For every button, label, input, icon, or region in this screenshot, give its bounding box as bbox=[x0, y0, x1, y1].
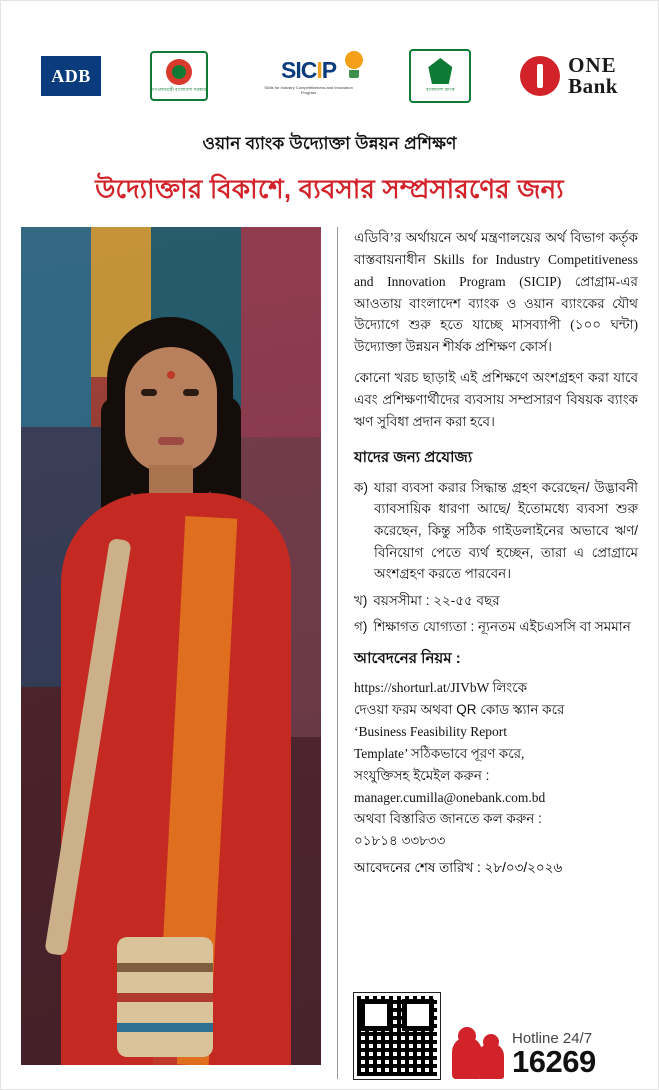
hotline-block bbox=[452, 1031, 596, 1079]
list-item-text: শিক্ষাগত যোগ্যতা : ন্যূনতম এইচএসসি বা সমমান bbox=[373, 619, 631, 635]
eligibility-heading: যাদের জন্য প্রযোজ্য bbox=[354, 448, 473, 466]
list-item bbox=[354, 590, 638, 612]
govt-emblem-icon bbox=[166, 59, 192, 85]
application-deadline: আবেদনের শেষ তারিখ : ২৮/০৩/২০২৬ bbox=[354, 860, 563, 876]
onebank-logo-line1: ONE bbox=[568, 53, 617, 77]
apply-instructions bbox=[354, 678, 638, 853]
list-item-text: যারা ব্যবসা করার সিদ্ধান্ত গ্রহণ করেছেন/ উদ্ভাবনী ব্যাবসায়িক ধারণা আছে/ ইতোমধ্যে ব্যবসা শুরু করেছেন, কিন্তু সঠিক গাইডলাইনের অভাবে ঋণ/বিনিয়োগ পেতে ব্যর্থ হচ্ছেন, তারা এ প্রোগ্রামে অংশগ্রহণ করতে পারবেন। bbox=[373, 479, 638, 582]
lightbulb-icon bbox=[343, 51, 365, 81]
paragraph-free-training: কোনো খরচ ছাড়াই এই প্রশিক্ষণে অংশগ্রহণ করা যাবে এবং প্রশিক্ষণার্থীদের ব্যবসায় সম্প্রসারণ বিষয়ক ব্যাংক ঋণ সুবিধা প্রদান করা হবে। bbox=[354, 370, 638, 429]
list-item-marker: খ) bbox=[354, 592, 368, 608]
onebank-logo bbox=[520, 55, 618, 97]
customer-support-icon bbox=[452, 1031, 504, 1079]
bangladesh-govt-logo bbox=[150, 51, 208, 101]
apply-line-email-note: সংযুক্তিসহ ইমেইল করুন : bbox=[354, 767, 490, 783]
bangladesh-bank-logo bbox=[409, 49, 471, 103]
onebank-mark-icon bbox=[520, 56, 560, 96]
sicip-logo-subtitle: Skills for Industry Competitiveness and Innovation Program bbox=[264, 84, 353, 95]
adb-logo bbox=[41, 56, 101, 96]
photo-column bbox=[21, 227, 321, 1079]
apply-line-form: দেওয়া ফরম অথবা QR কোড স্ক্যান করে bbox=[354, 701, 565, 717]
sicip-logo bbox=[257, 49, 361, 103]
headline-zone bbox=[1, 127, 658, 227]
apply-line-email-address[interactable]: manager.cumilla@onebank.com.bd bbox=[354, 789, 546, 805]
photo-subject bbox=[21, 287, 321, 1065]
hotline-label: Hotline 24/7 bbox=[512, 1029, 593, 1047]
apply-line-template-1: ‘Business Feasibility Report bbox=[354, 723, 507, 739]
apply-line-phone[interactable]: ০১৮১৪ ৩৩৮৩৩ bbox=[354, 833, 446, 849]
paragraph-program-intro: এডিবি’র অর্থায়নে অর্থ মন্ত্রণালয়ের অর্থ বিভাগ কর্তৃক বাস্তবায়নাধীন Skills for Industry Competitiveness and Innovation Program (SICIP) প্রোগ্রাম-এর আওতায় বাংলাদেশ ব্যাংক ও ওয়ান ব্যাংকের যৌথ উদ্যোগে শুরু হতে যাচ্ছে মাসব্যাপী (১০০ ঘন্টা) উদ্যোক্তা উন্নয়ন শীর্ষক প্রশিক্ষণ কোর্স। bbox=[354, 230, 638, 355]
list-item-marker: ক) bbox=[354, 479, 368, 495]
govt-logo-badge bbox=[150, 51, 208, 101]
qr-code-icon[interactable] bbox=[354, 993, 440, 1079]
apply-line-template-2: Template’ সঠিকভাবে পূরণ করে, bbox=[354, 745, 525, 761]
bangladesh-bank-caption: বাংলাদেশ ব্যাংক bbox=[425, 87, 455, 92]
entrepreneur-photo bbox=[21, 227, 321, 1065]
list-item bbox=[354, 477, 638, 585]
sicip-logo-word: SICIP bbox=[281, 56, 337, 83]
bangladesh-bank-emblem-icon bbox=[428, 58, 452, 84]
list-item-marker: গ) bbox=[354, 619, 368, 635]
poster-title: উদ্যোক্তার বিকাশে, ব্যবসার সম্প্রসারণের জন্য bbox=[95, 174, 564, 204]
eligibility-list bbox=[354, 477, 638, 643]
adb-logo-text: ADB bbox=[41, 56, 101, 96]
poster-subtitle: ওয়ান ব্যাংক উদ্যোক্তা উন্নয়ন প্রশিক্ষণ bbox=[202, 134, 457, 153]
list-item bbox=[354, 616, 638, 638]
apply-line-call-note: অথবা বিস্তারিত জানতে কল করুন : bbox=[354, 811, 542, 827]
logo-strip bbox=[1, 1, 658, 127]
apply-line-url[interactable]: https://shorturl.at/JIVbW লিংকে bbox=[354, 679, 528, 695]
list-item-text: বয়সসীমা : ২২-৫৫ বছর bbox=[373, 592, 500, 608]
hotline-number[interactable]: 16269 bbox=[512, 1044, 596, 1080]
apply-heading: আবেদনের নিয়ম : bbox=[354, 649, 461, 667]
text-column bbox=[337, 227, 638, 1079]
content-area bbox=[1, 227, 658, 1079]
govt-logo-caption: গণপ্রজাতন্ত্রী বাংলাদেশ সরকার bbox=[151, 86, 206, 92]
onebank-logo-line2: Bank bbox=[568, 74, 618, 98]
footer-row bbox=[354, 983, 638, 1079]
